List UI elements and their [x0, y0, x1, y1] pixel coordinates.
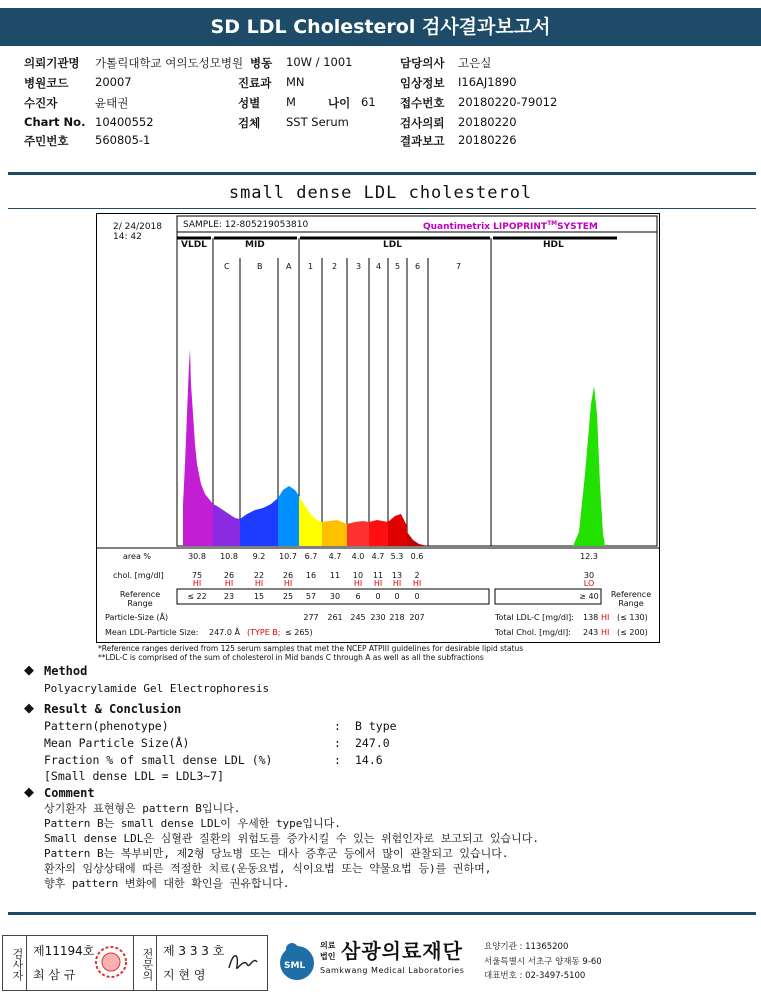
- chart-date: 2/ 24/2018: [113, 222, 163, 232]
- institution-value: 가톨릭대학교 여의도성모병원: [95, 56, 244, 70]
- diamond-icon: ◆: [24, 701, 34, 716]
- chol-value: 10: [352, 571, 364, 580]
- org-prefix: 의료: [320, 941, 336, 950]
- ldl4-peak: [369, 520, 388, 546]
- total-chol-ref: (≤ 200): [617, 628, 648, 637]
- org-prefix: 법인: [320, 952, 336, 961]
- hospital-code-label: 병원코드: [24, 76, 69, 90]
- footnote: **LDL-C is comprised of the sum of cholesterol in Mid bands C through A as well as all the subfractions: [98, 653, 484, 662]
- logo-text: SML: [284, 961, 306, 971]
- chol-label: chol. [mg/dl]: [113, 571, 164, 580]
- area-value: 9.2: [252, 552, 266, 561]
- institution-label: 의뢰기관명: [24, 56, 80, 70]
- band-a-label: A: [286, 262, 292, 271]
- area-value: 4.7: [328, 552, 342, 561]
- particle-label: Particle-Size (Å): [105, 613, 169, 622]
- ref-value: 15: [253, 592, 265, 601]
- org-code: 요양기관 : 11365200: [484, 942, 569, 952]
- brand-name: Quantimetrix LIPOPRINT™SYSTEM: [423, 220, 598, 232]
- chart-time: 14: 42: [113, 232, 142, 242]
- chol-value: 30: [583, 571, 595, 580]
- sex-label: 성별: [238, 96, 261, 110]
- age-label: 나이: [328, 96, 351, 110]
- flag-value: HI: [392, 579, 402, 588]
- ldl5-peak: [388, 514, 407, 546]
- method-text: Polyacrylamide Gel Electrophoresis: [44, 682, 270, 695]
- result-label: Mean Particle Size(Å): [44, 736, 190, 750]
- result-colon: :: [334, 736, 341, 750]
- clinical-value: I16AJ1890: [458, 75, 517, 89]
- mean-value: 247.0 Å: [209, 628, 240, 637]
- ref-value: 0: [414, 592, 420, 601]
- total-ldl-flag: HI: [601, 613, 610, 622]
- result-label: Fraction % of small dense LDL (%): [44, 753, 273, 767]
- flag-value: HI: [224, 579, 234, 588]
- patient-label: 수진자: [24, 96, 58, 110]
- request-label: 검사의뢰: [400, 116, 445, 130]
- hospital-code-value: 20007: [95, 75, 132, 89]
- comment-line: Pattern B는 복부비만, 제2형 당뇨병 또는 대사 증후군 등에서 많이 관찰되고 있습니다.: [44, 847, 509, 860]
- doctor-value: 고은실: [458, 56, 492, 70]
- org-english: Samkwang Medical Laboratories: [320, 966, 465, 975]
- divider: [8, 208, 756, 209]
- chart-no-label: Chart No.: [24, 115, 86, 129]
- ward-value: 10W / 1001: [286, 55, 353, 69]
- ref-value: 23: [223, 592, 235, 601]
- clinical-label: 임상정보: [400, 76, 445, 90]
- ldl2-peak: [322, 520, 347, 546]
- ref-value: ≤ 22: [187, 592, 207, 601]
- footnote: *Reference ranges derived from 125 serum samples that met the NCEP ATPIII guidelines for desirable lipid status: [98, 644, 524, 653]
- signature-mark: [225, 948, 261, 978]
- comment-body: [44, 801, 539, 891]
- ref-value: 57: [305, 592, 317, 601]
- ldl-band-label: 4: [376, 262, 382, 271]
- specialist-label: 전문의: [133, 936, 157, 990]
- particle-value: 277: [303, 613, 319, 622]
- chol-value: 26: [223, 571, 235, 580]
- hdl-peak: [573, 386, 605, 546]
- chol-value: 16: [305, 571, 317, 580]
- comment-line: 환자의 임상상태에 따른 적절한 치료(운동요법, 식이요법 또는 약물요법 등)를 권하며,: [44, 862, 492, 875]
- receipt-label: 접수번호: [400, 96, 445, 110]
- band-a-peak: [278, 486, 299, 546]
- area-value: 6.7: [304, 552, 318, 561]
- examiner-no: 제11194호: [33, 944, 95, 958]
- area-value: 4.7: [371, 552, 385, 561]
- specialist-no: 제 3 3 3 호: [163, 944, 225, 958]
- result-value: 14.6: [355, 753, 383, 767]
- total-chol-flag: HI: [601, 628, 610, 637]
- flag-value: HI: [373, 579, 383, 588]
- report-title: SD LDL Cholesterol 검사결과보고서: [0, 8, 761, 46]
- specimen-label: 검체: [238, 116, 261, 130]
- divider: [8, 172, 756, 175]
- flag-value: HI: [192, 579, 202, 588]
- ldl-band-label: 6: [415, 262, 421, 271]
- total-chol-label: Total Chol. [mg/dl]:: [495, 628, 571, 637]
- mean-label: Mean LDL-Particle Size:: [105, 628, 199, 637]
- result-heading: Result & Conclusion: [44, 702, 182, 716]
- particle-value: 261: [327, 613, 343, 622]
- result-value: 247.0: [355, 736, 390, 750]
- area-value: 30.8: [188, 552, 206, 561]
- flag-value: HI: [283, 579, 293, 588]
- hdl-label: HDL: [543, 240, 564, 250]
- area-value: 10.8: [220, 552, 238, 561]
- mid-label: MID: [245, 240, 265, 250]
- doctor-label: 담당의사: [400, 56, 445, 70]
- ldl-band-label: 3: [356, 262, 362, 271]
- org-address: 서울특별시 서초구 양재동 9-60: [484, 957, 602, 967]
- ref-value: ≥ 40: [579, 592, 599, 601]
- result-colon: :: [334, 753, 341, 767]
- divider: [8, 912, 756, 915]
- result-value: 20180226: [458, 133, 517, 147]
- specimen-value: SST Serum: [286, 115, 349, 129]
- signature-box: [2, 935, 268, 991]
- chart-no-value: 10400552: [95, 115, 154, 129]
- band-b-label: B: [257, 262, 263, 271]
- comment-line: Small dense LDL은 심혈관 질환의 위험도를 증가시킬 수 있는 위험인자로 보고되고 있습니다.: [44, 832, 539, 845]
- section-title: small dense LDL cholesterol: [228, 183, 533, 203]
- ldl-band-label: 1: [308, 262, 314, 271]
- chol-value: 13: [391, 571, 403, 580]
- chol-value: 75: [191, 571, 203, 580]
- flag-value: HI: [412, 579, 422, 588]
- result-colon: :: [334, 719, 341, 733]
- comment-heading: Comment: [44, 786, 95, 800]
- ldl6-peak: [407, 532, 428, 546]
- sample-id: SAMPLE: 12-805219053810: [183, 220, 309, 230]
- ldl-band-label: 2: [332, 262, 338, 271]
- sex-value: M: [286, 95, 296, 109]
- org-phone: 대표번호 : 02-3497-5100: [484, 971, 586, 981]
- particle-value: 230: [370, 613, 386, 622]
- mean-type: (TYPE B;: [247, 628, 281, 637]
- chol-value: 11: [329, 571, 341, 580]
- specialist-name: 지 현 영: [163, 968, 206, 982]
- band-c-peak: [213, 504, 240, 546]
- examiner-name: 최 삼 규: [33, 968, 76, 982]
- lipoprint-chart: [96, 213, 660, 643]
- age-value: 61: [361, 95, 376, 109]
- ref-value: 30: [329, 592, 341, 601]
- area-value: 5.3: [390, 552, 404, 561]
- mean-ref: ≤ 265): [285, 628, 313, 637]
- band-c-label: C: [224, 262, 230, 271]
- result-label: 결과보고: [400, 134, 445, 148]
- area-value: 10.7: [279, 552, 297, 561]
- id-label: 주민번호: [24, 134, 69, 148]
- ldl-band-label: 5: [395, 262, 401, 271]
- flag-value: LO: [583, 579, 595, 588]
- total-ldl-label: Total LDL-C [mg/dl]:: [495, 613, 574, 622]
- particle-value: 207: [409, 613, 425, 622]
- method-heading: Method: [44, 664, 88, 678]
- comment-line: 상기환자 표현형은 pattern B입니다.: [44, 802, 241, 815]
- ref-label: Reference Range: [119, 590, 161, 608]
- comment-line: 향후 pattern 변화에 대한 확인을 권유합니다.: [44, 877, 290, 890]
- diamond-icon: ◆: [24, 663, 34, 678]
- dept-label: 진료과: [238, 76, 272, 90]
- result-value: B type: [355, 719, 397, 733]
- comment-line: Pattern B는 small dense LDL이 우세한 type입니다.: [44, 817, 341, 830]
- chol-value: 22: [253, 571, 265, 580]
- area-value: 0.6: [410, 552, 424, 561]
- particle-value: 218: [389, 613, 405, 622]
- request-value: 20180220: [458, 115, 517, 129]
- chol-value: 2: [414, 571, 420, 580]
- particle-value: 245: [350, 613, 366, 622]
- diamond-icon: ◆: [24, 785, 34, 800]
- ward-label: 병동: [250, 56, 273, 70]
- receipt-value: 20180220-79012: [458, 95, 558, 109]
- ldl3-peak: [347, 521, 369, 546]
- sml-logo: [274, 937, 320, 983]
- flag-value: HI: [254, 579, 264, 588]
- result-note: [Small dense LDL = LDL3~7]: [44, 769, 225, 783]
- ldl1-peak: [299, 496, 322, 546]
- org-name: 삼광의료재단: [341, 939, 463, 963]
- area-value: 12.3: [580, 552, 598, 561]
- ldl-band-label: 7: [456, 262, 462, 271]
- chol-value: 11: [372, 571, 384, 580]
- ldl-label: LDL: [383, 240, 402, 250]
- ref-value: 25: [282, 592, 294, 601]
- ref-value: 0: [375, 592, 381, 601]
- area-label: area %: [123, 552, 151, 561]
- ref-value: 6: [355, 592, 361, 601]
- ref-label-right: Reference Range: [610, 590, 652, 608]
- dept-value: MN: [286, 75, 305, 89]
- seal-stamp: [93, 944, 129, 980]
- flag-value: HI: [353, 579, 363, 588]
- total-ldl-value: 138: [583, 613, 599, 622]
- band-b-peak: [240, 498, 278, 546]
- id-value: 560805-1: [95, 133, 151, 147]
- patient-value: 윤태권: [95, 96, 129, 110]
- examiner-label: 검사자: [3, 936, 27, 990]
- total-ldl-ref: (≤ 130): [617, 613, 648, 622]
- vldl-label: VLDL: [181, 240, 207, 250]
- vldl-peak: [183, 349, 213, 546]
- ref-value: 0: [394, 592, 400, 601]
- area-value: 4.0: [351, 552, 365, 561]
- result-label: Pattern(phenotype): [44, 719, 169, 733]
- chol-value: 26: [282, 571, 294, 580]
- total-chol-value: 243: [583, 628, 599, 637]
